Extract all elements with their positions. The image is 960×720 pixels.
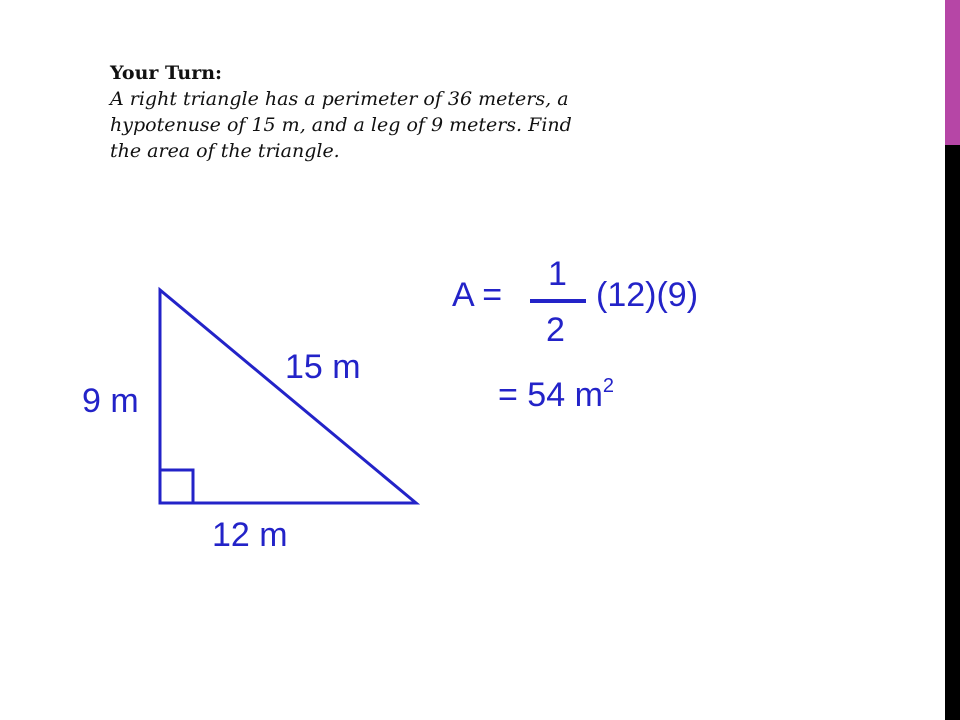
area-result-value: = 54 m — [498, 376, 603, 414]
fraction-numerator: 1 — [548, 255, 567, 293]
base-label: 12 m — [212, 516, 288, 554]
slide-accent-bar — [945, 0, 960, 145]
area-result — [498, 376, 614, 415]
area-equation-lhs: A = — [452, 276, 503, 314]
area-result-exponent: 2 — [602, 375, 615, 397]
triangle-outline — [160, 290, 416, 503]
problem-line: A right triangle has a perimeter of 36 meters, a — [110, 88, 569, 110]
right-angle-marker — [160, 470, 193, 503]
area-factors: (12)(9) — [596, 276, 699, 314]
fraction-bar — [530, 299, 586, 303]
problem-title: Your Turn: — [110, 62, 223, 84]
hypotenuse-label: 15 m — [285, 348, 361, 386]
fraction-denominator: 2 — [546, 311, 565, 349]
problem-line: hypotenuse of 15 m, and a leg of 9 meters. Find — [110, 114, 572, 136]
problem-line: the area of the triangle. — [110, 140, 340, 162]
slide-dark-bar — [945, 145, 960, 720]
leg-label: 9 m — [82, 382, 139, 420]
